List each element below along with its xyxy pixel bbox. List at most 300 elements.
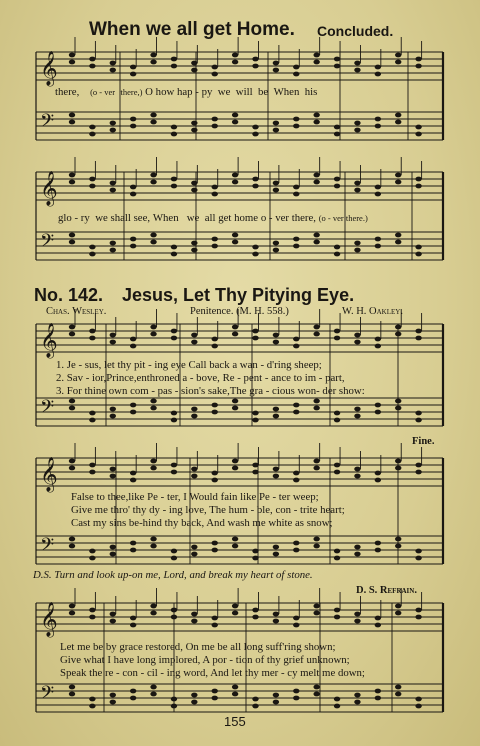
note-head xyxy=(354,333,360,338)
note-head xyxy=(69,53,75,58)
note-head xyxy=(232,60,238,65)
note-head xyxy=(191,128,197,133)
note-head xyxy=(395,604,401,609)
note-head xyxy=(89,615,95,620)
refrain-line-1: False to thee,like Pe - ter, I Would fain like Pe - ter weep; xyxy=(71,491,319,503)
note-head xyxy=(130,72,136,77)
note-head xyxy=(354,61,360,66)
note-head xyxy=(375,478,381,483)
note-head xyxy=(395,113,401,118)
note-head xyxy=(110,619,116,624)
note-head xyxy=(232,406,238,411)
song1-lyrics-line-1: there, (o - ver there,) O how hap - py we will be When his xyxy=(55,86,318,98)
note-head xyxy=(273,241,279,246)
note-head xyxy=(171,125,177,130)
note-head xyxy=(89,64,95,69)
note-head xyxy=(273,68,279,73)
note-head xyxy=(313,325,319,330)
note-head xyxy=(130,65,136,70)
note-head xyxy=(252,329,258,334)
note-head xyxy=(395,406,401,411)
note-head xyxy=(375,689,381,694)
note-head xyxy=(130,237,136,242)
note-head xyxy=(293,689,299,694)
note-head xyxy=(252,252,258,257)
note-head xyxy=(252,615,258,620)
note-head xyxy=(171,184,177,189)
note-head xyxy=(375,117,381,122)
note-head xyxy=(293,471,299,476)
note-head xyxy=(191,467,197,472)
note-head xyxy=(150,233,156,238)
note-head xyxy=(375,337,381,342)
note-head xyxy=(395,60,401,65)
note-head xyxy=(293,403,299,408)
note-head xyxy=(395,53,401,58)
note-head xyxy=(395,325,401,330)
note-head xyxy=(313,240,319,245)
note-head xyxy=(89,245,95,250)
note-head xyxy=(313,459,319,464)
note-head xyxy=(313,537,319,542)
note-head xyxy=(375,344,381,349)
note-head xyxy=(415,336,421,341)
note-head xyxy=(395,544,401,549)
note-head xyxy=(375,237,381,242)
note-head xyxy=(191,693,197,698)
note-head xyxy=(150,611,156,616)
note-head xyxy=(110,188,116,193)
treble-clef-icon: 𝄞 xyxy=(40,457,58,492)
note-head xyxy=(89,177,95,182)
bass-clef-icon: 𝄢 xyxy=(40,535,55,560)
note-head xyxy=(415,252,421,257)
verse-line-3: 3. For thine own com - pas - sion's sake,The gra - cious won- der show: xyxy=(56,385,365,397)
note-head xyxy=(415,418,421,423)
note-head xyxy=(354,248,360,253)
note-head xyxy=(334,697,340,702)
note-head xyxy=(171,470,177,475)
note-head xyxy=(232,180,238,185)
note-head xyxy=(110,181,116,186)
note-head xyxy=(252,608,258,613)
note-head xyxy=(89,608,95,613)
note-head xyxy=(171,329,177,334)
note-head xyxy=(232,233,238,238)
note-head xyxy=(273,188,279,193)
note-head xyxy=(293,65,299,70)
note-head xyxy=(69,325,75,330)
note-head xyxy=(130,337,136,342)
note-head xyxy=(252,470,258,475)
note-head xyxy=(354,407,360,412)
note-head xyxy=(110,474,116,479)
note-head xyxy=(415,697,421,702)
note-head xyxy=(293,117,299,122)
note-head xyxy=(293,72,299,77)
note-head xyxy=(375,72,381,77)
note-head xyxy=(130,616,136,621)
song-title-suffix: Concluded. xyxy=(317,23,394,39)
note-head xyxy=(171,556,177,561)
note-head xyxy=(212,237,218,242)
note-head xyxy=(69,692,75,697)
verse-line-1: 1. Je - sus, let thy pit - ing eye Call back a wan - d'ring sheep; xyxy=(56,359,322,371)
note-head xyxy=(110,700,116,705)
note-head xyxy=(395,537,401,542)
note-head xyxy=(252,57,258,62)
note-head xyxy=(130,410,136,415)
note-head xyxy=(191,241,197,246)
note-head xyxy=(150,325,156,330)
note-head xyxy=(212,403,218,408)
note-head xyxy=(354,340,360,345)
note-head xyxy=(415,411,421,416)
note-head xyxy=(334,615,340,620)
note-head xyxy=(89,184,95,189)
note-head xyxy=(171,57,177,62)
note-head xyxy=(89,125,95,130)
note-head xyxy=(212,185,218,190)
bass-clef-icon: 𝄢 xyxy=(40,111,55,136)
bass-clef-icon: 𝄢 xyxy=(40,683,55,708)
note-head xyxy=(69,113,75,118)
note-head xyxy=(110,612,116,617)
note-head xyxy=(212,410,218,415)
refrain-line-3: Cast my sins be-hind thy back, And wash me white as snow; xyxy=(71,517,333,529)
note-head xyxy=(375,244,381,249)
system3-line-3: Speak the re - con - cil - ing word, And let thy mer - cy melt me down; xyxy=(60,667,365,679)
note-head xyxy=(110,467,116,472)
note-head xyxy=(89,336,95,341)
note-head xyxy=(334,329,340,334)
note-head xyxy=(354,181,360,186)
note-head xyxy=(395,332,401,337)
note-head xyxy=(354,700,360,705)
note-head xyxy=(171,615,177,620)
note-head xyxy=(293,124,299,129)
note-head xyxy=(273,693,279,698)
note-head xyxy=(354,545,360,550)
note-head xyxy=(313,60,319,65)
note-head xyxy=(89,463,95,468)
note-head xyxy=(150,604,156,609)
note-head xyxy=(334,57,340,62)
note-head xyxy=(110,68,116,73)
note-head xyxy=(212,541,218,546)
note-head xyxy=(334,184,340,189)
note-head xyxy=(354,552,360,557)
note-head xyxy=(150,685,156,690)
note-head xyxy=(334,704,340,709)
note-head xyxy=(212,616,218,621)
note-head xyxy=(293,616,299,621)
note-head xyxy=(293,541,299,546)
note-head xyxy=(150,113,156,118)
note-head xyxy=(130,471,136,476)
note-head xyxy=(130,478,136,483)
system3-line-1: Let me be by grace restored, On me be all long suff'ring shown; xyxy=(60,641,336,653)
note-head xyxy=(212,548,218,553)
note-head xyxy=(89,252,95,257)
note-head xyxy=(232,399,238,404)
note-head xyxy=(69,180,75,185)
note-head xyxy=(273,340,279,345)
note-head xyxy=(293,548,299,553)
note-head xyxy=(252,556,258,561)
note-head xyxy=(313,544,319,549)
note-head xyxy=(273,619,279,624)
note-head xyxy=(191,474,197,479)
note-head xyxy=(415,549,421,554)
note-head xyxy=(252,64,258,69)
note-head xyxy=(273,407,279,412)
note-head xyxy=(150,466,156,471)
note-head xyxy=(273,474,279,479)
note-head xyxy=(334,64,340,69)
note-head xyxy=(89,549,95,554)
note-head xyxy=(334,470,340,475)
note-head xyxy=(69,466,75,471)
note-head xyxy=(130,403,136,408)
note-head xyxy=(313,173,319,178)
note-head xyxy=(313,180,319,185)
note-head xyxy=(313,685,319,690)
note-head xyxy=(375,541,381,546)
note-head xyxy=(150,120,156,125)
bass-clef-icon: 𝄢 xyxy=(40,397,55,422)
note-head xyxy=(395,240,401,245)
note-head xyxy=(313,233,319,238)
treble-clef-icon: 𝄞 xyxy=(40,51,58,86)
note-head xyxy=(415,463,421,468)
note-head xyxy=(334,608,340,613)
note-head xyxy=(150,537,156,542)
note-head xyxy=(212,192,218,197)
note-head xyxy=(354,619,360,624)
note-head xyxy=(110,128,116,133)
note-head xyxy=(130,192,136,197)
note-head xyxy=(252,704,258,709)
note-head xyxy=(273,552,279,557)
note-head xyxy=(334,463,340,468)
note-head xyxy=(150,53,156,58)
note-head xyxy=(252,184,258,189)
note-head xyxy=(395,611,401,616)
hymn-number: No. 142. xyxy=(34,285,104,305)
note-head xyxy=(415,608,421,613)
note-head xyxy=(232,113,238,118)
note-head xyxy=(171,549,177,554)
note-head xyxy=(212,124,218,129)
note-head xyxy=(354,693,360,698)
note-head xyxy=(273,181,279,186)
note-head xyxy=(89,704,95,709)
note-head xyxy=(415,64,421,69)
note-head xyxy=(415,470,421,475)
note-head xyxy=(232,692,238,697)
song-title: When we all get Home. xyxy=(89,19,295,40)
note-head xyxy=(273,61,279,66)
note-head xyxy=(313,406,319,411)
note-head xyxy=(150,544,156,549)
note-head xyxy=(110,340,116,345)
note-head xyxy=(110,414,116,419)
note-head xyxy=(110,241,116,246)
note-head xyxy=(232,332,238,337)
note-head xyxy=(89,418,95,423)
note-head xyxy=(293,237,299,242)
note-head xyxy=(191,612,197,617)
note-head xyxy=(191,340,197,345)
note-head xyxy=(171,463,177,468)
note-head xyxy=(375,623,381,628)
note-head xyxy=(293,192,299,197)
note-head xyxy=(232,544,238,549)
note-head xyxy=(354,612,360,617)
note-head xyxy=(212,337,218,342)
note-head xyxy=(171,418,177,423)
note-head xyxy=(130,548,136,553)
note-head xyxy=(415,245,421,250)
note-head xyxy=(110,121,116,126)
note-head xyxy=(354,467,360,472)
note-head xyxy=(130,689,136,694)
note-head xyxy=(69,233,75,238)
note-head xyxy=(191,700,197,705)
note-head xyxy=(191,619,197,624)
note-head xyxy=(212,471,218,476)
note-head xyxy=(89,411,95,416)
note-head xyxy=(293,185,299,190)
note-head xyxy=(252,336,258,341)
note-head xyxy=(150,406,156,411)
note-head xyxy=(212,244,218,249)
note-head xyxy=(375,65,381,70)
note-head xyxy=(375,696,381,701)
note-head xyxy=(89,57,95,62)
note-head xyxy=(252,549,258,554)
note-head xyxy=(415,125,421,130)
note-head xyxy=(252,418,258,423)
note-head xyxy=(130,244,136,249)
note-head xyxy=(354,121,360,126)
note-head xyxy=(171,411,177,416)
note-head xyxy=(313,604,319,609)
note-head xyxy=(354,241,360,246)
note-head xyxy=(150,180,156,185)
note-head xyxy=(130,623,136,628)
note-head xyxy=(232,466,238,471)
note-head xyxy=(69,60,75,65)
note-head xyxy=(313,399,319,404)
note-head xyxy=(375,192,381,197)
composer-credit: W. H. Oakley. xyxy=(342,306,403,317)
note-head xyxy=(69,332,75,337)
note-head xyxy=(232,604,238,609)
note-head xyxy=(130,124,136,129)
note-head xyxy=(171,697,177,702)
bass-clef-icon: 𝄢 xyxy=(40,231,55,256)
note-head xyxy=(334,418,340,423)
note-head xyxy=(293,478,299,483)
note-head xyxy=(252,177,258,182)
note-head xyxy=(273,128,279,133)
note-head xyxy=(110,552,116,557)
note-head xyxy=(171,245,177,250)
note-head xyxy=(89,470,95,475)
note-head xyxy=(69,399,75,404)
note-head xyxy=(375,403,381,408)
note-head xyxy=(375,410,381,415)
note-head xyxy=(212,344,218,349)
treble-clef-icon: 𝄞 xyxy=(40,171,58,206)
hymn-title: Jesus, Let Thy Pitying Eye. xyxy=(122,285,355,305)
note-head xyxy=(150,240,156,245)
note-head xyxy=(252,125,258,130)
note-head xyxy=(273,333,279,338)
note-head xyxy=(69,240,75,245)
note-head xyxy=(252,132,258,137)
note-head xyxy=(415,177,421,182)
ds-instruction-line: D.S. Turn and look up-on me, Lord, and break my heart of stone. xyxy=(33,569,313,581)
author-credit: Chas. Wesley. xyxy=(46,306,107,317)
note-head xyxy=(232,53,238,58)
note-head xyxy=(395,466,401,471)
note-head xyxy=(252,245,258,250)
note-head xyxy=(89,697,95,702)
verse-line-2: 2. Sav - ior,Prince,enthroned a - bove, Re - pent - ance to im - part, xyxy=(56,372,345,384)
note-head xyxy=(334,411,340,416)
note-head xyxy=(313,332,319,337)
note-head xyxy=(130,344,136,349)
note-head xyxy=(395,692,401,697)
note-head xyxy=(212,696,218,701)
note-head xyxy=(273,700,279,705)
note-head xyxy=(273,545,279,550)
note-head xyxy=(191,414,197,419)
note-head xyxy=(415,132,421,137)
note-head xyxy=(212,65,218,70)
note-head xyxy=(171,177,177,182)
note-head xyxy=(395,399,401,404)
note-head xyxy=(313,113,319,118)
system3-line-2: Give what I have long implored, A por - tion of thy grief unknown; xyxy=(60,654,350,666)
note-head xyxy=(293,623,299,628)
note-head xyxy=(354,188,360,193)
note-head xyxy=(191,188,197,193)
note-head xyxy=(212,623,218,628)
note-head xyxy=(395,120,401,125)
note-head xyxy=(232,240,238,245)
note-head xyxy=(415,615,421,620)
note-head xyxy=(130,696,136,701)
note-head xyxy=(354,474,360,479)
note-head xyxy=(212,117,218,122)
note-head xyxy=(334,132,340,137)
note-head xyxy=(191,333,197,338)
note-head xyxy=(171,132,177,137)
note-head xyxy=(415,329,421,334)
note-head xyxy=(110,545,116,550)
note-head xyxy=(334,245,340,250)
note-head xyxy=(69,406,75,411)
note-head xyxy=(334,125,340,130)
note-head xyxy=(69,173,75,178)
note-head xyxy=(232,459,238,464)
note-head xyxy=(130,117,136,122)
treble-clef-icon: 𝄞 xyxy=(40,602,58,637)
